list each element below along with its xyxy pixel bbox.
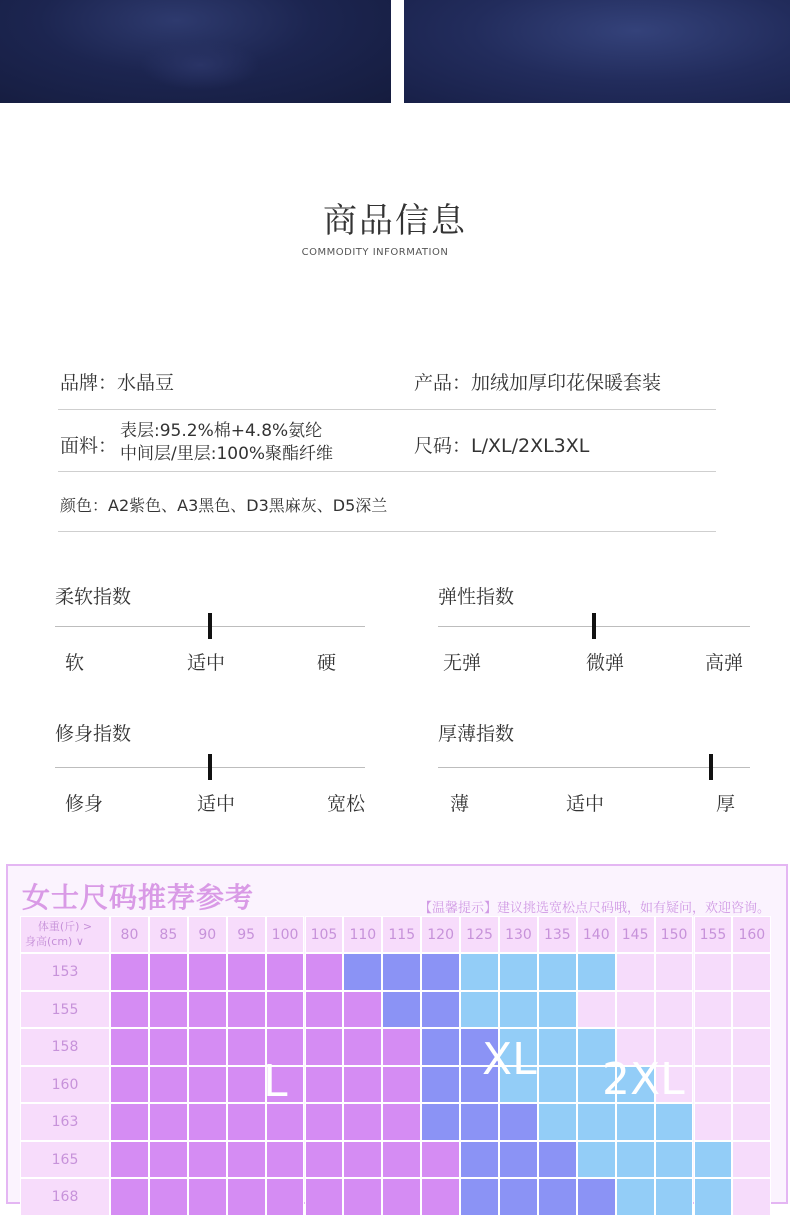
size-cell xyxy=(382,953,421,991)
size-cell xyxy=(732,1028,771,1066)
weight-header: 145 xyxy=(616,916,655,953)
size-cell xyxy=(227,1141,266,1179)
weight-header: 120 xyxy=(421,916,460,953)
size-cell xyxy=(694,1178,733,1216)
size-cell xyxy=(343,991,382,1029)
index-title: 修身指数 xyxy=(55,723,132,745)
size-cell xyxy=(538,1103,577,1141)
height-header: 155 xyxy=(20,991,110,1029)
size-cell xyxy=(421,1141,460,1179)
brand-text: 品牌：水晶豆 xyxy=(60,372,175,394)
size-chart-tip: 【温馨提示】建议挑选宽松点尺码哦，如有疑问，欢迎咨询。 xyxy=(418,901,770,916)
size-text: 尺码：L/XL/2XL3XL xyxy=(414,435,590,457)
size-cell xyxy=(305,991,344,1029)
weight-header: 155 xyxy=(694,916,733,953)
product-photo-left xyxy=(0,0,391,103)
size-cell xyxy=(149,1066,188,1104)
size-cell xyxy=(538,953,577,991)
size-cell xyxy=(149,1141,188,1179)
size-cell xyxy=(732,1066,771,1104)
size-cell xyxy=(460,1178,499,1216)
height-header: 158 xyxy=(20,1028,110,1066)
index-marker xyxy=(208,754,212,780)
size-cell xyxy=(421,1066,460,1104)
size-cell xyxy=(732,1103,771,1141)
size-cell xyxy=(227,1103,266,1141)
index-title: 柔软指数 xyxy=(55,586,132,608)
size-chart xyxy=(6,864,788,1204)
size-cell xyxy=(694,953,733,991)
fabric-line-1: 表层:95.2%棉+4.8%氨纶 xyxy=(120,421,323,441)
size-cell xyxy=(655,991,694,1029)
index-label: 硬 xyxy=(317,652,337,674)
corner-height-label: 身高(cm) ∨ xyxy=(25,935,84,948)
weight-header: 160 xyxy=(732,916,771,953)
weight-header: 150 xyxy=(655,916,694,953)
size-cell xyxy=(732,953,771,991)
size-cell xyxy=(421,1103,460,1141)
size-cell xyxy=(110,991,149,1029)
index-label: 高弹 xyxy=(705,652,744,674)
size-cell xyxy=(305,1103,344,1141)
weight-header: 125 xyxy=(460,916,499,953)
section-title: 商品信息 xyxy=(323,201,467,241)
size-cell xyxy=(655,1178,694,1216)
size-cell xyxy=(577,1103,616,1141)
index-label: 薄 xyxy=(450,793,470,815)
index-title: 厚薄指数 xyxy=(438,723,515,745)
size-cell xyxy=(616,953,655,991)
size-cell xyxy=(110,1028,149,1066)
size-cell xyxy=(149,1103,188,1141)
size-cell xyxy=(343,953,382,991)
size-cell xyxy=(694,1141,733,1179)
weight-header: 135 xyxy=(538,916,577,953)
index-label: 修身 xyxy=(65,793,104,815)
size-cell xyxy=(305,1066,344,1104)
size-cell xyxy=(694,991,733,1029)
index-label: 适中 xyxy=(187,652,226,674)
size-cell xyxy=(382,1141,421,1179)
size-cell xyxy=(188,991,227,1029)
size-cell xyxy=(110,1103,149,1141)
size-cell xyxy=(694,1103,733,1141)
size-cell xyxy=(227,1178,266,1216)
size-cell xyxy=(382,1178,421,1216)
fabric-label: 面料： xyxy=(60,435,118,457)
size-cell xyxy=(305,1028,344,1066)
size-chart-title: 女士尺码推荐参考 xyxy=(22,881,255,914)
size-cell xyxy=(266,991,305,1029)
size-cell xyxy=(343,1141,382,1179)
size-cell xyxy=(188,1103,227,1141)
height-header: 165 xyxy=(20,1141,110,1179)
size-cell xyxy=(732,1141,771,1179)
size-cell xyxy=(421,1178,460,1216)
product-text: 产品：加绒加厚印花保暖套装 xyxy=(414,372,662,394)
weight-header: 140 xyxy=(577,916,616,953)
index-label: 无弹 xyxy=(443,652,482,674)
size-cell xyxy=(382,1103,421,1141)
weight-header: 80 xyxy=(110,916,149,953)
size-cell xyxy=(188,1141,227,1179)
size-cell xyxy=(694,1028,733,1066)
size-cell xyxy=(538,1028,577,1066)
size-cell xyxy=(499,1178,538,1216)
size-cell xyxy=(149,1028,188,1066)
size-cell xyxy=(694,1066,733,1104)
size-cell xyxy=(460,991,499,1029)
index-label: 宽松 xyxy=(327,793,366,815)
size-cell xyxy=(266,1103,305,1141)
size-region-label: 2XL xyxy=(602,1054,685,1105)
size-cell xyxy=(110,1066,149,1104)
size-cell xyxy=(577,1178,616,1216)
size-cell xyxy=(382,991,421,1029)
index-label: 软 xyxy=(65,652,85,674)
index-marker xyxy=(592,613,596,639)
size-cell xyxy=(149,991,188,1029)
size-cell xyxy=(305,1178,344,1216)
size-cell xyxy=(499,1103,538,1141)
size-cell xyxy=(538,1178,577,1216)
size-cell xyxy=(499,1141,538,1179)
size-cell xyxy=(616,1178,655,1216)
size-cell xyxy=(538,1141,577,1179)
weight-header: 90 xyxy=(188,916,227,953)
size-cell xyxy=(188,1178,227,1216)
size-cell xyxy=(460,1103,499,1141)
size-cell xyxy=(110,1178,149,1216)
fabric-line-2: 中间层/里层:100%聚酯纤维 xyxy=(120,444,334,464)
size-cell xyxy=(499,953,538,991)
size-cell xyxy=(227,991,266,1029)
size-cell xyxy=(305,953,344,991)
size-cell xyxy=(266,1178,305,1216)
index-label: 微弹 xyxy=(586,652,625,674)
section-subtitle: COMMODITY INFORMATION xyxy=(301,247,449,258)
size-cell xyxy=(421,1028,460,1066)
index-marker xyxy=(709,754,713,780)
size-grid-corner xyxy=(20,916,110,953)
size-region-label: XL xyxy=(482,1034,537,1085)
height-header: 160 xyxy=(20,1066,110,1104)
size-cell xyxy=(538,991,577,1029)
weight-header: 130 xyxy=(499,916,538,953)
size-cell xyxy=(460,1141,499,1179)
size-cell xyxy=(655,1141,694,1179)
size-cell xyxy=(577,1141,616,1179)
weight-header: 85 xyxy=(149,916,188,953)
height-header: 153 xyxy=(20,953,110,991)
size-cell xyxy=(149,953,188,991)
color-text: 颜色：A2紫色、A3黑色、D3黑麻灰、D5深兰 xyxy=(60,496,388,515)
corner-weight-label: 体重(斤) > xyxy=(37,920,93,933)
size-cell xyxy=(732,1178,771,1216)
weight-header: 115 xyxy=(382,916,421,953)
height-header: 168 xyxy=(20,1178,110,1216)
weight-header: 95 xyxy=(227,916,266,953)
size-cell xyxy=(149,1178,188,1216)
index-label: 适中 xyxy=(197,793,236,815)
size-cell xyxy=(227,1066,266,1104)
size-cell xyxy=(538,1066,577,1104)
size-cell xyxy=(732,991,771,1029)
size-cell xyxy=(616,991,655,1029)
size-cell xyxy=(616,1141,655,1179)
index-label: 厚 xyxy=(716,793,736,815)
size-cell xyxy=(616,1103,655,1141)
index-marker xyxy=(208,613,212,639)
size-cell xyxy=(577,991,616,1029)
product-photo-right xyxy=(404,0,790,103)
size-cell xyxy=(343,1103,382,1141)
size-cell xyxy=(382,1028,421,1066)
weight-header: 110 xyxy=(343,916,382,953)
size-cell xyxy=(655,1103,694,1141)
size-cell xyxy=(266,953,305,991)
size-cell xyxy=(305,1141,344,1179)
index-title: 弹性指数 xyxy=(438,586,515,608)
size-cell xyxy=(110,953,149,991)
size-region-label: L xyxy=(263,1056,288,1107)
size-cell xyxy=(188,1028,227,1066)
size-cell xyxy=(227,1028,266,1066)
size-cell xyxy=(382,1066,421,1104)
size-cell xyxy=(655,953,694,991)
size-cell xyxy=(266,1141,305,1179)
size-cell xyxy=(227,953,266,991)
size-cell xyxy=(343,1178,382,1216)
size-cell xyxy=(343,1028,382,1066)
index-scale-line xyxy=(438,767,750,768)
size-cell xyxy=(110,1141,149,1179)
index-label: 适中 xyxy=(566,793,605,815)
size-cell xyxy=(421,953,460,991)
size-cell xyxy=(460,953,499,991)
height-header: 163 xyxy=(20,1103,110,1141)
size-cell xyxy=(499,991,538,1029)
weight-header: 100 xyxy=(266,916,305,953)
size-cell xyxy=(343,1066,382,1104)
size-cell xyxy=(188,953,227,991)
weight-header: 105 xyxy=(305,916,344,953)
size-cell xyxy=(577,953,616,991)
size-cell xyxy=(188,1066,227,1104)
size-cell xyxy=(421,991,460,1029)
